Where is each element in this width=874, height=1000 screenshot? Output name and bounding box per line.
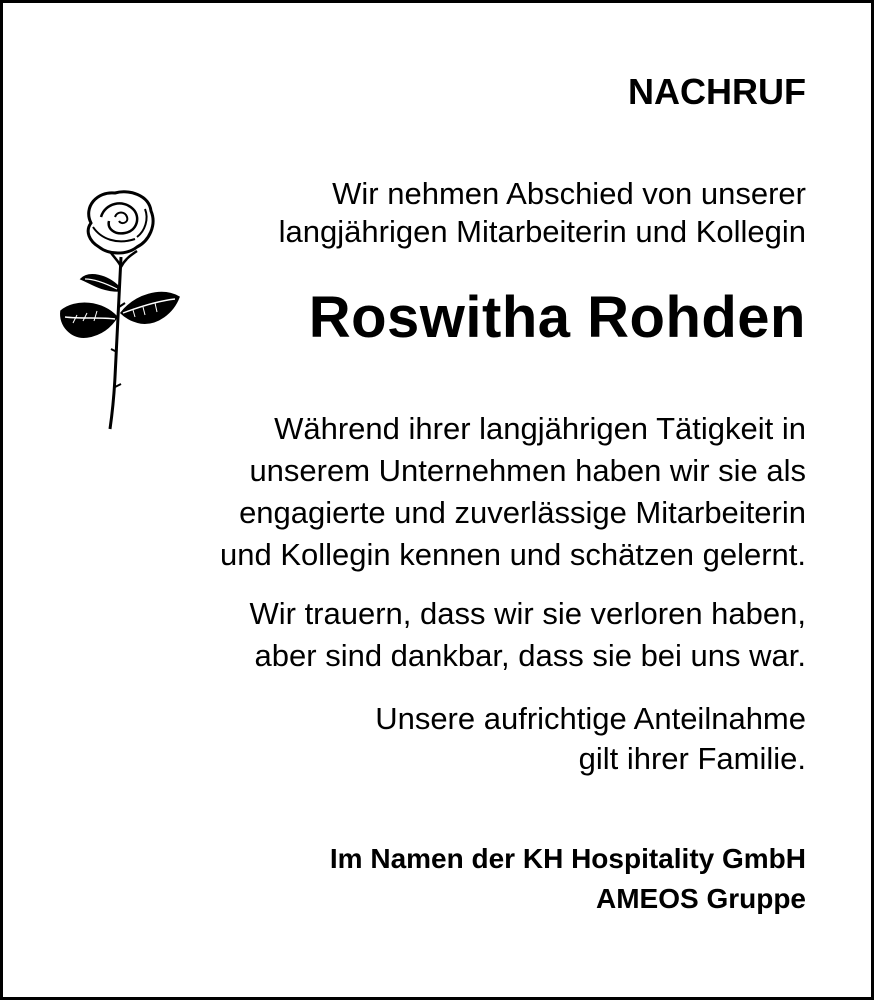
- grief-paragraph: [249, 593, 806, 677]
- tribute-line: unserem Unternehmen haben wir sie als: [249, 453, 806, 488]
- intro-text: [279, 175, 806, 251]
- intro-line: Wir nehmen Abschied von unserer: [332, 176, 806, 211]
- rose-icon: [57, 187, 183, 433]
- deceased-name: Roswitha Rohden: [308, 285, 806, 350]
- grief-line: aber sind dankbar, dass sie bei uns war.: [254, 638, 806, 673]
- signature-line: AMEOS Gruppe: [595, 883, 806, 914]
- condolence-paragraph: [375, 699, 806, 779]
- notice-heading: NACHRUF: [628, 71, 806, 112]
- intro-line: langjährigen Mitarbeiterin und Kollegin: [278, 214, 806, 249]
- tribute-paragraph: [220, 408, 806, 576]
- condolence-line: gilt ihrer Familie.: [578, 741, 806, 776]
- tribute-line: engagierte und zuverlässige Mitarbeiterin: [239, 495, 806, 530]
- tribute-line: Während ihrer langjährigen Tätigkeit in: [274, 411, 806, 446]
- condolence-line: Unsere aufrichtige Anteilnahme: [375, 701, 806, 736]
- signature-block: [330, 839, 806, 919]
- grief-line: Wir trauern, dass wir sie verloren haben,: [249, 596, 806, 631]
- tribute-line: und Kollegin kennen und schätzen gelernt.: [220, 537, 806, 572]
- signature-line: Im Namen der KH Hospitality GmbH: [329, 843, 806, 874]
